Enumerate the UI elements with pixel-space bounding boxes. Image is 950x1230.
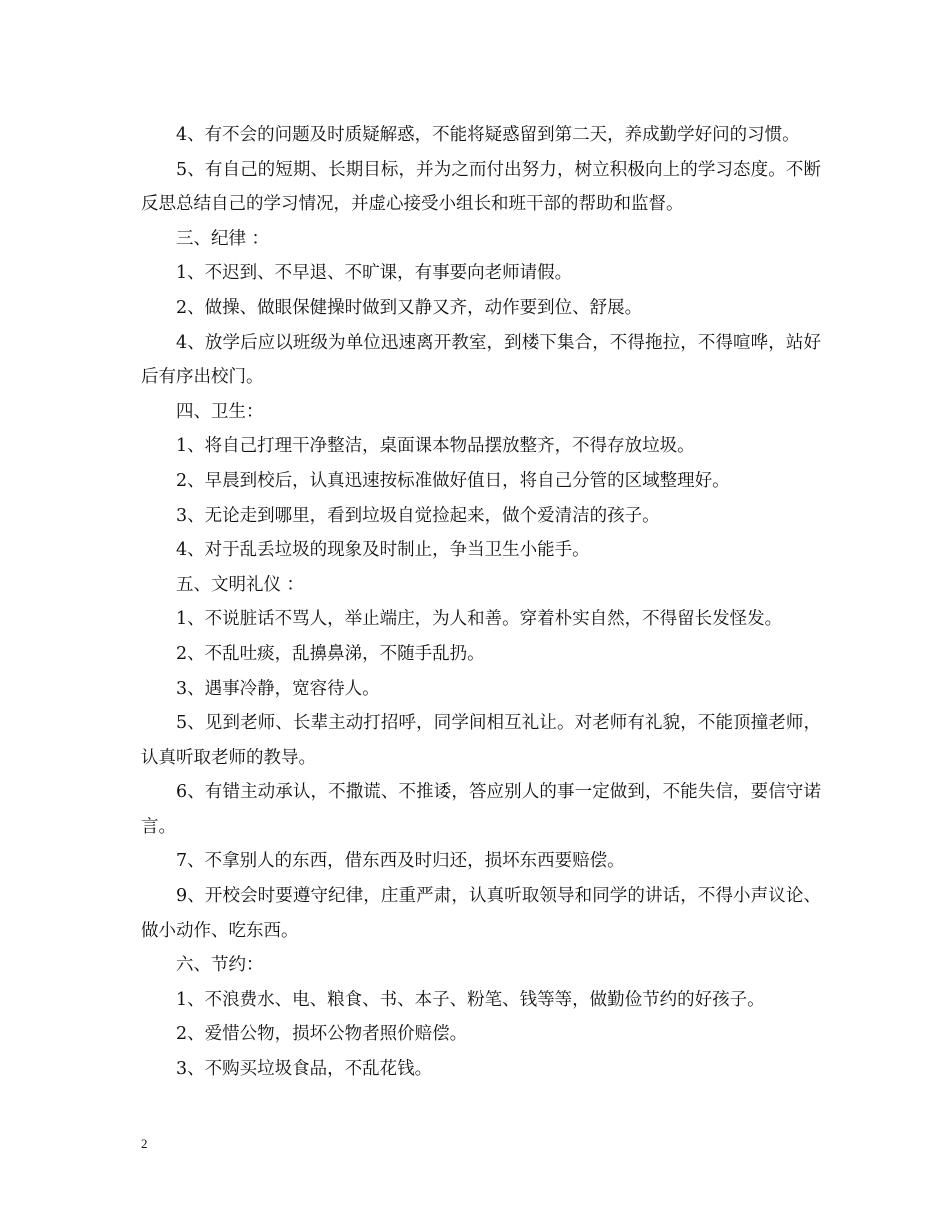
- heading-discipline: 三、纪律 ：: [176, 228, 270, 249]
- page-number: 2: [141, 1136, 148, 1151]
- paragraph-etiquette-7: 7、不拿别人的东西，借东西及时归还，损坏东西要赔偿。: [176, 851, 625, 872]
- heading-hygiene: 四、卫生：: [176, 401, 264, 422]
- paragraph-etiquette-2: 2、不乱吐痰，乱擤鼻涕，不随手乱扔。: [176, 643, 485, 664]
- paragraph-thrift-2: 2、爱惜公物，损坏公物者照价赔偿。: [176, 1024, 468, 1045]
- paragraph-etiquette-1: 1、不说脏话不骂人，举止端庄，为人和善。穿着朴实自然，不得留长发怪发。: [176, 609, 783, 630]
- paragraph-thrift-3: 3、不购买垃圾食品，不乱花钱。: [176, 1059, 433, 1080]
- paragraph-hygiene-3: 3、无论走到哪里，看到垃圾自觉捡起来，做个爱清洁的孩子。: [176, 505, 660, 526]
- paragraph-discipline-1: 1、不迟到、不早退、不旷课，有事要向老师请假。: [176, 263, 573, 284]
- paragraph-thrift-1: 1、不浪费水、电、粮食、书、本子、粉笔、钱等等，做勤俭节约的好孩子。: [176, 989, 765, 1010]
- paragraph-hygiene-1: 1、将自己打理干净整洁，桌面课本物品摆放整齐，不得存放垃圾。: [176, 436, 695, 457]
- heading-etiquette: 五、文明礼仪 ：: [176, 574, 305, 595]
- paragraph-study-5: 5、有自己的短期、长期目标，并为之而付出努力，树立积极向上的学习态度。不断反思总结自己的学习情况，并虚心接受小组长和班干部的帮助和监督。: [141, 159, 821, 215]
- paragraph-hygiene-4: 4、对于乱丢垃圾的现象及时制止，争当卫生小能手。: [176, 540, 590, 561]
- paragraph-study-4: 4、有不会的问题及时质疑解惑，不能将疑惑留到第二天，养成勤学好问的习惯。: [176, 125, 800, 145]
- heading-thrift: 六、节约：: [176, 955, 264, 976]
- paragraph-hygiene-2: 2、早晨到校后，认真迅速按标准做好值日，将自己分管的区域整理好。: [176, 470, 730, 491]
- paragraph-etiquette-9: 9、开校会时要遵守纪律，庄重严肃，认真听取领导和同学的讲话，不得小声议论、做小动作、吃东西。: [141, 886, 821, 941]
- paragraph-discipline-4: 4、放学后应以班级为单位迅速离开教室，到楼下集合，不得拖拉，不得喧哗，站好后有序出校门。: [141, 332, 821, 388]
- paragraph-discipline-2: 2、做操、做眼保健操时做到又静又齐，动作要到位、舒展。: [176, 297, 643, 318]
- paragraph-etiquette-5: 5、见到老师、长辈主动打招呼，同学间相互礼让。对老师有礼貌，不能顶撞老师，认真听取老师的教导。: [141, 713, 821, 768]
- paragraph-etiquette-6: 6、有错主动承认，不撒谎、不推诿，答应别人的事一定做到，不能失信，要信守诺言。: [141, 782, 821, 837]
- document-body: [141, 118, 821, 1087]
- paragraph-etiquette-3: 3、遇事冷静，宽容待人。: [176, 678, 380, 699]
